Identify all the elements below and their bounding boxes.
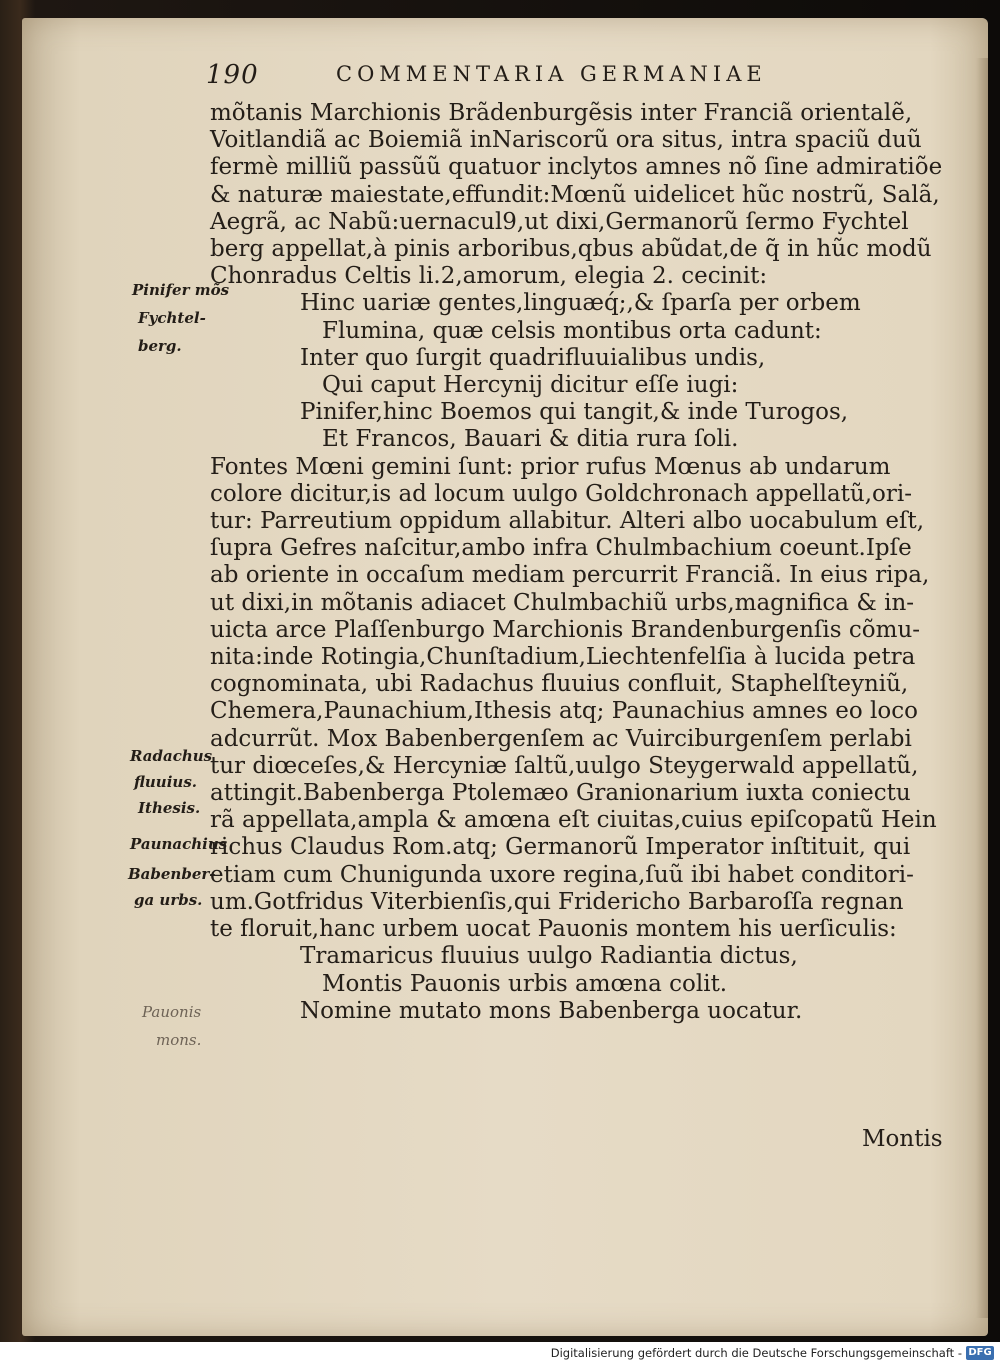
text-line: Fontes Mœni gemini ſunt: prior rufus Mœnus ab undarum	[210, 453, 891, 480]
text-line: Voitlandiã ac Boiemiã inNariscorũ ora situs, intra spaciũ duũ	[210, 127, 922, 154]
text-line: Chemera,Paunachium,Ithesis atq; Paunachius amnes eo loco	[210, 698, 918, 725]
marginal-note: mons.	[156, 1031, 202, 1049]
text-line: tur diœceſes,& Hercyniæ ſaltũ,uulgo Steygerwald appellatũ,	[210, 752, 919, 779]
text-line: rã appellata,ampla & amœna eſt ciuitas,cuius epiſcopatũ Hein	[210, 807, 937, 834]
verse-line: Montis Pauonis urbis amœna colit.	[322, 970, 728, 997]
marginal-note: Paunachius	[130, 835, 228, 853]
dfg-logo-icon: DFG	[966, 1346, 994, 1360]
verse-line: Inter quo ſurgit quadrifluuialibus undis,	[300, 344, 766, 371]
funding-credit: Digitalisierung gefördert durch die Deutsche Forschungsgemeinschaft -	[550, 1346, 962, 1360]
marginal-note: berg.	[138, 337, 182, 355]
main-text	[210, 100, 945, 1025]
text-line: um.Gotfridus Viterbienſis,qui Fridericho Barbaroſſa regnan	[210, 888, 904, 915]
verse-line: Hinc uariæ gentes,linguæq́;,& ſparſa per orbem	[300, 290, 861, 317]
text-line: Aegrã, ac Nabũ:uernacul9,ut dixi,Germanorũ ſermo Fychtel	[210, 208, 909, 235]
text-line: mõtanis Marchionis Brãdenburgẽsis inter Franciã orientalẽ,	[210, 100, 913, 126]
text-line: attingit.Babenberga Ptolemæo Granionarium iuxta coniectu	[210, 780, 911, 807]
running-head: COMMENTARIA GERMANIAE	[336, 62, 767, 86]
footer-bar	[0, 1342, 1000, 1365]
text-line: etiam cum Chunigunda uxore regina,ſuũ ibi habet conditori-	[210, 861, 914, 888]
marginal-note: Pauonis	[142, 1003, 202, 1021]
page-header	[206, 60, 826, 96]
text-line: nita:inde Rotingia,Chunſtadium,Liechtenfelſia à lucida petra	[210, 644, 916, 671]
marginal-note: Radachus	[130, 747, 213, 765]
verse-line: Nomine mutato mons Babenberga uocatur.	[300, 997, 803, 1024]
verse-line: Tramaricus fluuius uulgo Radiantia dictus,	[300, 943, 798, 970]
text-line: ab oriente in occaſum mediam percurrit Franciã. In eius ripa,	[210, 562, 930, 589]
marginal-note: Babenber-	[128, 865, 216, 883]
text-line: cognominata, ubi Radachus fluuius confluit, Staphelſteyniũ,	[210, 671, 909, 698]
verse-line: Flumina, quæ celsis montibus orta cadunt:	[322, 317, 822, 344]
text-line: ut dixi,in mõtanis adiacet Chulmbachiũ urbs,magnifica & in-	[210, 589, 915, 616]
text-line: ſupra Gefres naſcitur,ambo infra Chulmbachium coeunt.Ipſe	[210, 535, 912, 562]
marginal-note: Ithesis.	[138, 799, 201, 817]
text-line: berg appellat,à pinis arboribus,qbus abũdat,de q̃ in hũc modũ	[210, 236, 932, 263]
verse-line: Pinifer,hinc Boemos qui tangit,& inde Turogos,	[300, 399, 849, 426]
text-line: colore dicitur,is ad locum uulgo Goldchronach appellatũ,ori-	[210, 480, 912, 507]
page-edge-shadow	[976, 58, 988, 1318]
text-line: Chonradus Celtis li.2,amorum, elegia 2. cecinit:	[210, 263, 768, 290]
text-line: richus Claudus Rom.atq; Germanorũ Imperator inſtituit, qui	[210, 834, 911, 861]
text-line: & naturæ maiestate,effundit:Mœnũ uidelicet hũc nostrũ, Salã,	[210, 181, 940, 208]
marginal-note: fluuius.	[134, 773, 197, 791]
verse-line: Et Francos, Bauari & ditia rura ſoli.	[322, 426, 739, 453]
text-line: fermè milliũ passũũ quatuor inclytos amnes nõ ſine admiratiõe	[210, 154, 943, 181]
text-line: tur: Parreutium oppidum allabitur. Alteri albo uocabulum eſt,	[210, 508, 925, 535]
text-line: uicta arce Plaſſenburgo Marchionis Brandenburgenſis cõmu-	[210, 616, 921, 643]
text-line: te floruit,hanc urbem uocat Pauonis montem his uerſiculis:	[210, 916, 897, 943]
page-number: 190	[206, 60, 259, 90]
catchword: Montis	[862, 1126, 943, 1152]
marginal-note: Pinifer mõs	[132, 281, 230, 299]
text-line: adcurrũt. Mox Babenbergenſem ac Vuirciburgenſem perlabi	[210, 725, 912, 752]
verse-line: Qui caput Hercynij dicitur eſſe iugi:	[322, 372, 739, 399]
marginal-note: ga urbs.	[134, 891, 203, 909]
marginal-note: Fychtel-	[138, 309, 206, 327]
